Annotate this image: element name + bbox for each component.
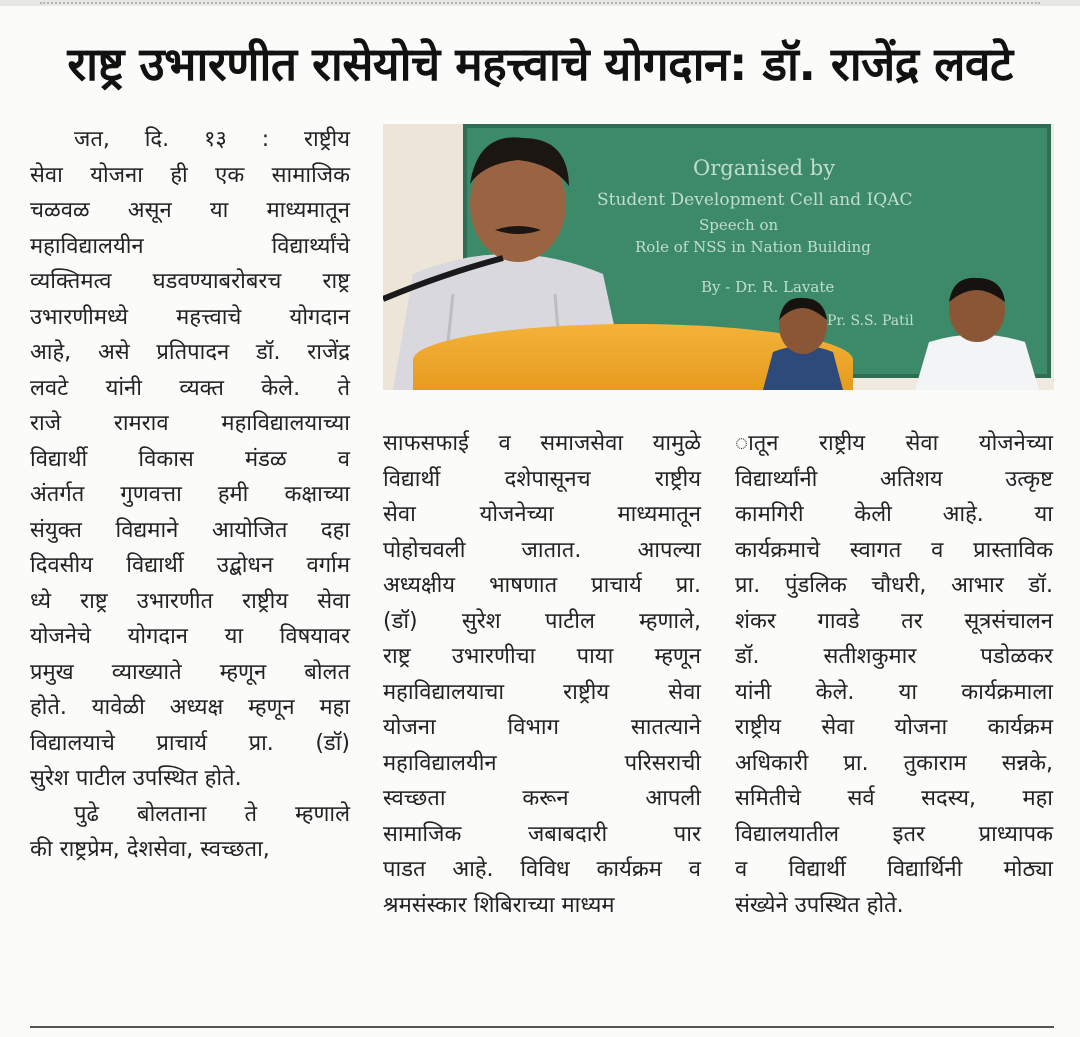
- article-line: प्रा. पुंडलिक चौधरी, आभार डॉ.: [735, 573, 1053, 598]
- board-line: Pr. S.S. Patil: [827, 313, 914, 329]
- board-line: By - Dr. R. Lavate: [701, 278, 835, 296]
- article-line: विद्यालयातील इतर प्राध्यापक: [735, 821, 1053, 847]
- article-line: दिवसीय विद्यार्थी उद्बोधन वर्गाम: [30, 553, 350, 578]
- article-line: योजना विभाग सातत्याने: [383, 715, 701, 740]
- article-line: राष्ट्र उभारणीचा पाया म्हणून: [383, 644, 701, 669]
- article-line: शंकर गावडे तर सूत्रसंचालन: [735, 608, 1053, 634]
- article-line: होते. यावेळी अध्यक्ष म्हणून महा: [30, 695, 350, 720]
- article-line: जत, दि. १३ : राष्ट्रीय: [74, 127, 350, 152]
- article-line: स्वच्छता करून आपली: [383, 786, 701, 811]
- article-line: साफसफाई व समाजसेवा यामुळे: [383, 431, 701, 456]
- article-line: अंतर्गत गुणवत्ता हमी कक्षाच्या: [30, 482, 350, 507]
- article-line: सेवा योजना ही एक सामाजिक: [30, 162, 350, 188]
- article-line: श्रमसंस्कार शिबिराच्या माध्यम: [383, 892, 615, 918]
- article-line: अधिकारी प्रा. तुकाराम सन्नके,: [735, 750, 1053, 776]
- bottom-rule: [30, 1026, 1054, 1028]
- article-line: महाविद्यालयीन परिसराची: [383, 750, 701, 776]
- article-line: लवटे यांनी व्यक्त केले. ते: [30, 375, 350, 401]
- headline: राष्ट्र उभारणीत रासेयोचे महत्त्वाचे योगदान: डॉ. राजेंद्र लवटे: [67, 37, 1013, 91]
- article-line: राजे रामराव महाविद्यालयाच्या: [30, 411, 350, 436]
- article-line: यांनी केले. या कार्यक्रमाला: [735, 679, 1053, 705]
- article-line: सामाजिक जबाबदारी पार: [383, 821, 701, 847]
- article-line: अध्यक्षीय भाषणात प्राचार्य प्रा.: [383, 573, 701, 598]
- article-line: व विद्यार्थी विद्यार्थिनी मोठ्या: [735, 857, 1053, 882]
- board-line: Organised by: [693, 156, 836, 180]
- article-line: (डॉ) सुरेश पाटील म्हणाले,: [383, 608, 701, 634]
- article-line: प्रमुख व्याख्याते म्हणून बोलत: [30, 659, 350, 685]
- article-column-2: [383, 426, 701, 923]
- guest-figure: [907, 272, 1047, 390]
- article-line: महाविद्यालयाचा राष्ट्रीय सेवा: [383, 679, 701, 705]
- article-line: संख्येने उपस्थित होते.: [735, 892, 904, 918]
- article-line: ध्ये राष्ट्र उभारणीत राष्ट्रीय सेवा: [30, 588, 350, 614]
- article-line: पोहोचवली जातात. आपल्या: [383, 537, 701, 563]
- article-line: सेवा योजनेच्या माध्यमातून: [383, 502, 701, 527]
- article-line: उभारणीमध्ये महत्त्वाचे योगदान: [30, 304, 350, 330]
- article-line: महाविद्यालयीन विद्यार्थ्यांचे: [30, 233, 350, 259]
- article-line: विद्यार्थी दशेपासूनच राष्ट्रीय: [383, 466, 701, 492]
- article-line: विद्यार्थ्यांनी अतिशय उत्कृष्ट: [735, 466, 1053, 492]
- board-line: Student Development Cell and IQAC: [597, 190, 913, 210]
- article-line: पाडत आहे. विविध कार्यक्रम व: [383, 857, 701, 882]
- article-line: संयुक्त विद्यमाने आयोजित दहा: [30, 517, 350, 543]
- guest-figure: [758, 292, 848, 390]
- article-column-3: [735, 426, 1053, 923]
- board-line: Role of NSS in Nation Building: [635, 238, 871, 256]
- article-line: व्यक्तिमत्व घडवण्याबरोबरच राष्ट्र: [30, 269, 350, 294]
- article-line: पुढे बोलताना ते म्हणाले: [74, 801, 350, 827]
- article-line: ातून राष्ट्रीय सेवा योजनेच्या: [735, 431, 1053, 456]
- article-line: कामगिरी केली आहे. या: [735, 502, 1053, 527]
- article-line: समितीचे सर्व सदस्य, महा: [735, 786, 1053, 811]
- top-rule: [0, 0, 1080, 6]
- article-line: चळवळ असून या माध्यमातून: [30, 198, 350, 223]
- event-photo: [383, 124, 1054, 390]
- article-line: कार्यक्रमाचे स्वागत व प्रास्ताविक: [735, 537, 1053, 563]
- article-line: राष्ट्रीय सेवा योजना कार्यक्रम: [735, 715, 1053, 740]
- article-line: की राष्ट्रप्रेम, देशसेवा, स्वच्छता,: [30, 837, 270, 862]
- article-line: सुरेश पाटील उपस्थित होते.: [30, 766, 242, 791]
- board-line: Speech on: [699, 216, 779, 234]
- article-line: विद्यालयाचे प्राचार्य प्रा. (डॉ): [30, 730, 350, 756]
- article-line: डॉ. सतीशकुमार पडोळकर: [735, 644, 1053, 669]
- article-line: विद्यार्थी विकास मंडळ व: [30, 446, 350, 472]
- article-column-1: [30, 122, 350, 868]
- article-line: योजनेचे योगदान या विषयावर: [30, 624, 350, 649]
- article-line: आहे, असे प्रतिपादन डॉ. राजेंद्र: [30, 340, 350, 365]
